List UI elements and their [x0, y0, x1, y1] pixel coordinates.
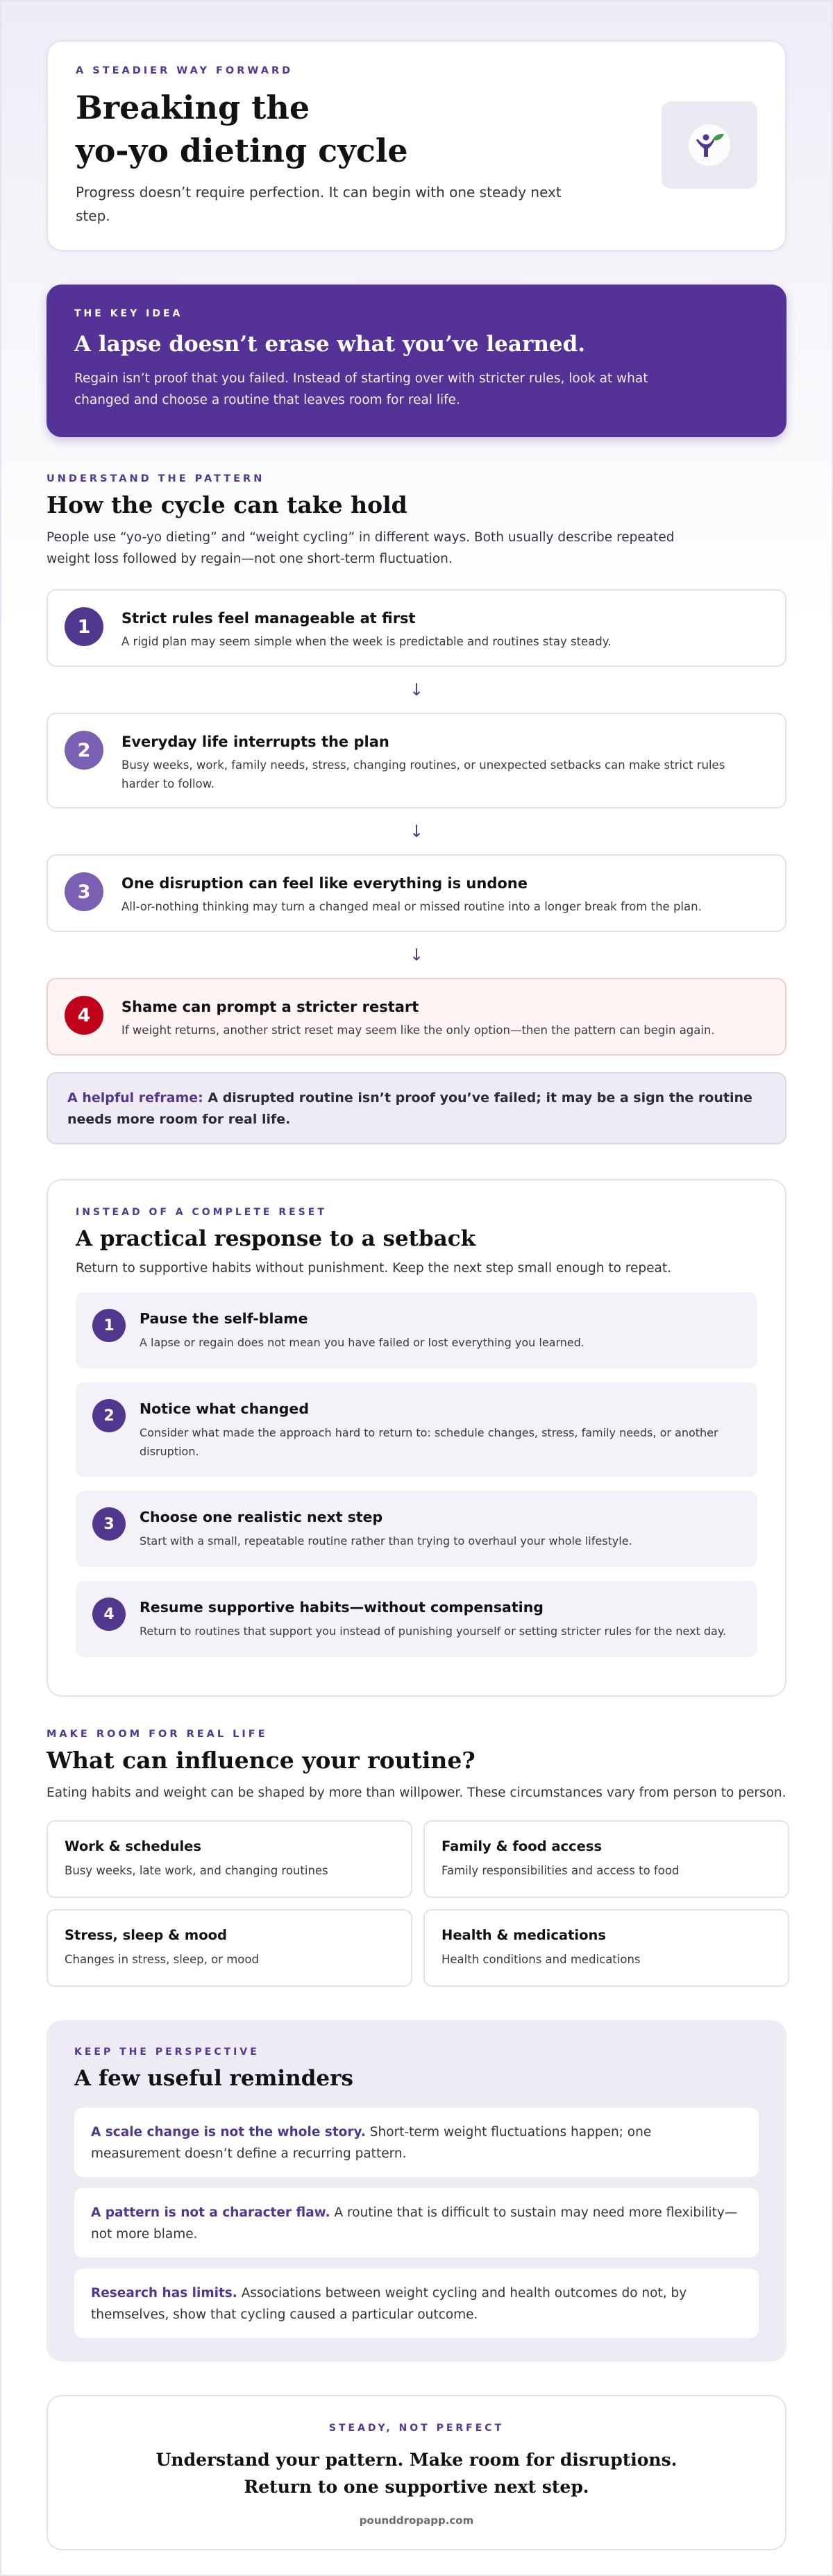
step-number-badge: 1: [92, 1309, 126, 1342]
cycle-step-4: [47, 978, 786, 1056]
reminders-title: A few useful reminders: [74, 2066, 353, 2091]
step-number-badge: 3: [65, 872, 103, 911]
step-description: A rigid plan may seem simple when the week is predictable and routines stay steady.: [121, 635, 612, 648]
reminder-lead: A scale change is not the whole story.: [91, 2125, 366, 2139]
step-title: Notice what changed: [140, 1400, 309, 1417]
reframe-lead: A helpful reframe:: [67, 1090, 203, 1105]
reminders-card: [47, 2020, 786, 2362]
person-leaf-logo-icon: [685, 121, 734, 169]
reminder-item: [74, 2108, 759, 2177]
influences-grid: [47, 1820, 786, 1987]
practical-step-2: [76, 1382, 757, 1477]
closing-eyebrow: STEADY, NOT PERFECT: [328, 2423, 505, 2434]
step-description: Return to routines that support you instead of punishing yourself or setting stricter rules for the next day.: [140, 1625, 727, 1638]
step-number-badge: 4: [92, 1598, 126, 1631]
influence-card-title: Family & food access: [441, 1838, 603, 1854]
reminder-text: Associations between weight cycling and health outcomes do not, by themselves, show that cycling caused a particular outcome.: [91, 2286, 687, 2322]
key-idea-body: Regain isn’t proof that you failed. Instead of starting over with stricter rules, look at what changed and choose a routine that leaves room for real life.: [74, 371, 648, 407]
step-title: Resume supportive habits—without compensating: [140, 1599, 544, 1616]
step-number-badge: 1: [65, 607, 103, 646]
hero-logo: [662, 101, 757, 189]
practical-eyebrow: INSTEAD OF A COMPLETE RESET: [76, 1207, 327, 1218]
reminder-lead: A pattern is not a character flaw.: [91, 2205, 330, 2220]
hero-title-line1: Breaking the: [76, 89, 310, 126]
reframe-callout: [47, 1072, 786, 1144]
step-title: Pause the self-blame: [140, 1310, 308, 1327]
influence-card-work: [47, 1820, 412, 1898]
influences-intro: Eating habits and weight can be shaped by more than willpower. These circumstances vary from person to person.: [47, 1786, 786, 1800]
influence-card-health: [423, 1909, 789, 1987]
step-title: Everyday life interrupts the plan: [121, 734, 389, 750]
key-idea-title: A lapse doesn’t erase what you’ve learned.: [74, 332, 586, 357]
hero-subtitle: Progress doesn’t require perfection. It can begin with one steady next step.: [76, 184, 562, 224]
reminders-eyebrow: KEEP THE PERSPECTIVE: [74, 2047, 260, 2058]
practical-step-3: [76, 1491, 757, 1567]
step-number-badge: 4: [65, 996, 103, 1035]
influence-card-title: Health & medications: [441, 1927, 606, 1943]
key-idea-banner: [47, 285, 786, 437]
step-description: Consider what made the approach hard to return to: schedule changes, stress, family needs, or another disruption.: [140, 1426, 718, 1458]
pattern-title: How the cycle can take hold: [47, 491, 407, 518]
step-number-badge: 2: [65, 731, 103, 770]
step-title: Strict rules feel manageable at first: [121, 610, 416, 627]
influence-card-desc: Family responsibilities and access to food: [441, 1864, 680, 1877]
influence-card-title: Work & schedules: [65, 1838, 202, 1854]
cycle-step-2: [47, 713, 786, 808]
practical-intro: Return to supportive habits without punishment. Keep the next step small enough to repeat.: [76, 1261, 671, 1276]
reminder-text: Short-term weight fluctuations happen; one measurement doesn’t define a recurring pattern.: [91, 2125, 652, 2161]
step-title: Choose one realistic next step: [140, 1509, 383, 1525]
step-description: Start with a small, repeatable routine rather than trying to overhaul your whole lifestyle.: [140, 1534, 632, 1548]
site-url-link[interactable]: pounddropapp.com: [359, 2514, 474, 2527]
step-title: One disruption can feel like everything is undone: [121, 875, 528, 892]
reminder-lead: Research has limits.: [91, 2286, 237, 2300]
step-description: A lapse or regain does not mean you have failed or lost everything you learned.: [140, 1336, 584, 1349]
key-idea-eyebrow: THE KEY IDEA: [74, 308, 183, 319]
hero-eyebrow: A STEADIER WAY FORWARD: [76, 65, 294, 76]
influences-eyebrow: MAKE ROOM FOR REAL LIFE: [47, 1729, 268, 1740]
step-description: Busy weeks, work, family needs, stress, changing routines, or unexpected setbacks can make strict rules harder to follow.: [121, 759, 725, 790]
reframe-text: A disrupted routine isn’t proof you’ve failed; it may be a sign the routine needs more room for real life.: [67, 1090, 752, 1127]
practical-title: A practical response to a setback: [76, 1226, 476, 1251]
step-description: If weight returns, another strict reset may seem like the only option—then the pattern can begin again.: [121, 1024, 715, 1037]
pattern-intro: People use “yo-yo dieting” and “weight cycling” in different ways. Both usually describe repeated weight loss followed by regain—not one short-term fluctuation.: [47, 530, 675, 566]
influence-card-desc: Health conditions and medications: [441, 1953, 641, 1966]
influence-card-desc: Changes in stress, sleep, or mood: [65, 1953, 259, 1966]
influences-title: What can influence your routine?: [47, 1747, 476, 1774]
pattern-eyebrow: UNDERSTAND THE PATTERN: [47, 473, 265, 484]
influences-section: [47, 1729, 786, 1987]
pattern-section: [47, 473, 786, 1144]
hero-title: [76, 86, 562, 172]
practical-step-1: [76, 1292, 757, 1368]
closing-card: [47, 2395, 786, 2550]
down-arrow-icon: ↓: [409, 822, 424, 841]
influence-card-family: [423, 1820, 789, 1898]
step-title: Shame can prompt a stricter restart: [121, 999, 419, 1015]
closing-title: Understand your pattern. Make room for disruptions. Return to one supportive next step.: [155, 2450, 678, 2497]
hero-card: [47, 40, 786, 251]
reminder-item: [74, 2188, 759, 2257]
step-description: All-or-nothing thinking may turn a changed meal or missed routine into a longer break from the plan.: [121, 900, 702, 913]
down-arrow-icon: ↓: [409, 680, 424, 700]
cycle-step-3: [47, 854, 786, 932]
influence-card-stress: [47, 1909, 412, 1987]
practical-step-4: [76, 1581, 757, 1657]
influence-card-desc: Busy weeks, late work, and changing routines: [65, 1864, 328, 1877]
reminder-item: [74, 2269, 759, 2338]
step-number-badge: 2: [92, 1399, 126, 1432]
down-arrow-icon: ↓: [409, 945, 424, 965]
step-number-badge: 3: [92, 1507, 126, 1541]
influence-card-title: Stress, sleep & mood: [65, 1927, 227, 1943]
hero-title-line2: yo-yo dieting cycle: [76, 132, 408, 169]
practical-response-card: [47, 1179, 786, 1697]
reminder-text: A routine that is difficult to sustain may need more flexibility—not more blame.: [91, 2205, 738, 2242]
cycle-step-1: [47, 589, 786, 667]
